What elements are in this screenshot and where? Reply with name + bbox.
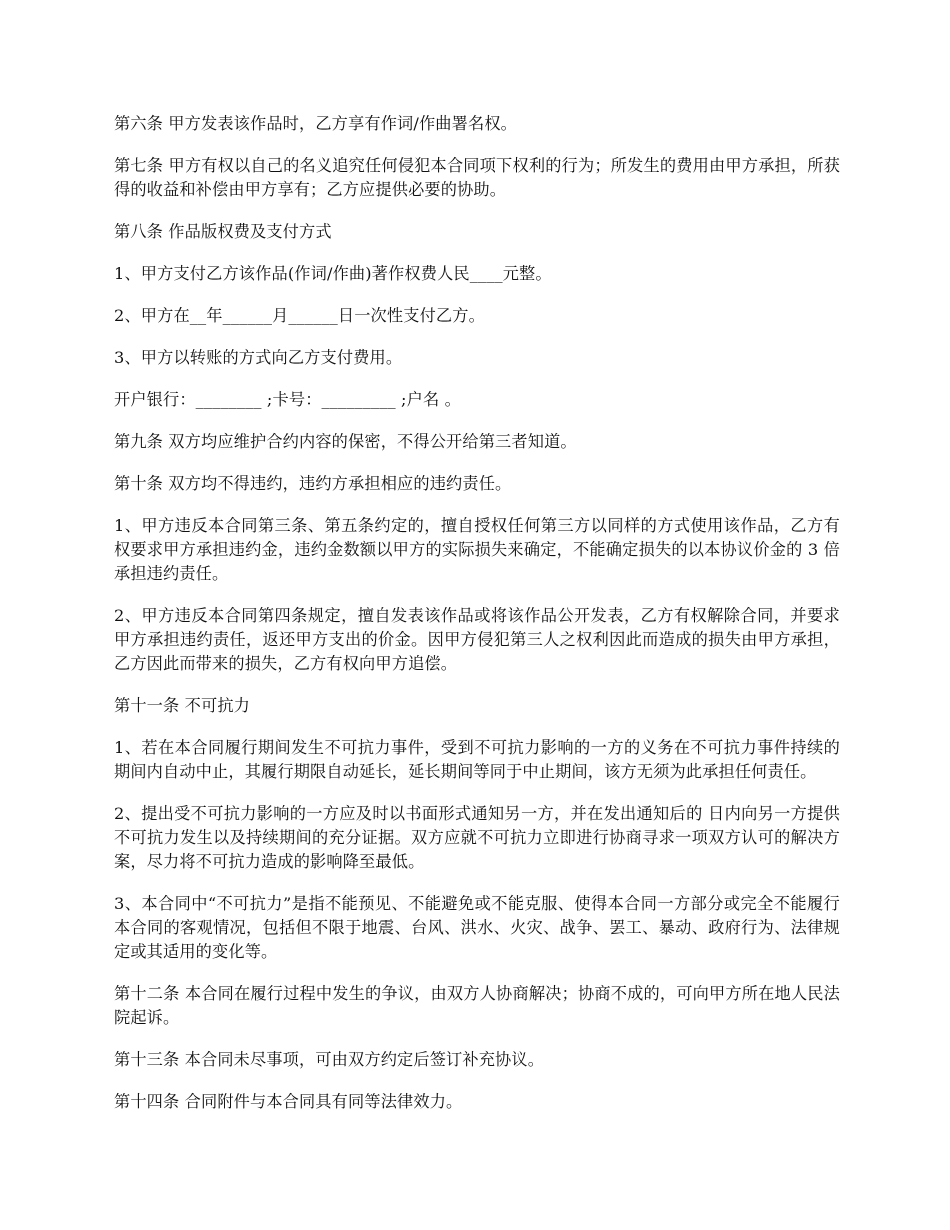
clause-13: 第十三条 本合同未尽事项，可由双方约定后签订补充协议。 xyxy=(114,1050,545,1069)
bank-account-line: 开户银行：________ ;卡号：_________ ;户名 。 xyxy=(114,390,461,409)
clause-8-item-2: 2、甲方在__年______月______日一次性支付乙方。 xyxy=(114,306,485,325)
clause-10-item-2: 2、甲方违反本合同第四条规定，擅自发表该作品或将该作品公开发表，乙方有权解除合同，并要求甲方承担违约责任，返还甲方支出的价金。因甲方侵犯第三人之权利因此而造成的损失由甲方承担，乙方因此而带来的损失，乙方有权向甲方追偿。 xyxy=(114,606,840,673)
clause-7: 第七条 甲方有权以自己的名义追究任何侵犯本合同项下权利的行为；所发生的费用由甲方承担，所获得的收益和补偿由甲方享有；乙方应提供必要的协助。 xyxy=(114,156,840,199)
clause-14: 第十四条 合同附件与本合同具有同等法律效力。 xyxy=(114,1092,463,1111)
document-body xyxy=(114,112,840,1132)
clause-6: 第六条 甲方发表该作品时，乙方享有作词/作曲署名权。 xyxy=(114,114,517,133)
clause-10-item-1: 1、甲方违反本合同第三条、第五条约定的，擅自授权任何第三方以同样的方式使用该作品，乙方有权要求甲方承担违约金，违约金数额以甲方的实际损失来确定，不能确定损失的以本协议价金的 3 倍承担违约责任。 xyxy=(114,516,840,583)
clause-9: 第九条 双方均应维护合约内容的保密，不得公开给第三者知道。 xyxy=(114,432,577,451)
clause-8-item-1: 1、甲方支付乙方该作品(作词/作曲)著作权费人民____元整。 xyxy=(114,264,552,283)
clause-11-item-1: 1、若在本合同履行期间发生不可抗力事件，受到不可抗力影响的一方的义务在不可抗力事件持续的期间内自动中止，其履行期限自动延长，延长期间等同于中止期间，该方无须为此承担任何责任。 xyxy=(114,738,840,781)
clause-11-item-2: 2、提出受不可抗力影响的一方应及时以书面形式通知另一方，并在发出通知后的 日内向另一方提供不可抗力发生以及持续期间的充分证据。双方应就不可抗力立即进行协商寻求一项双方认可的解决方案，尽力将不可抗力造成的影响降至最低。 xyxy=(114,804,840,871)
clause-11-heading: 第十一条 不可抗力 xyxy=(114,696,250,715)
clause-11-item-3: 3、本合同中“不可抗力”是指不能预见、不能避免或不能克服、使得本合同一方部分或完全不能履行本合同的客观情况，包括但不限于地震、台风、洪水、火灾、战争、罢工、暴动、政府行为、法律规定或其适用的变化等。 xyxy=(114,894,840,961)
clause-12: 第十二条 本合同在履行过程中发生的争议，由双方人协商解决；协商不成的，可向甲方所在地人民法院起诉。 xyxy=(114,984,840,1027)
clause-8-heading: 第八条 作品版权费及支付方式 xyxy=(114,222,332,241)
clause-10-heading: 第十条 双方均不得违约，违约方承担相应的违约责任。 xyxy=(114,474,512,493)
clause-8-item-3: 3、甲方以转账的方式向乙方支付费用。 xyxy=(114,348,403,367)
